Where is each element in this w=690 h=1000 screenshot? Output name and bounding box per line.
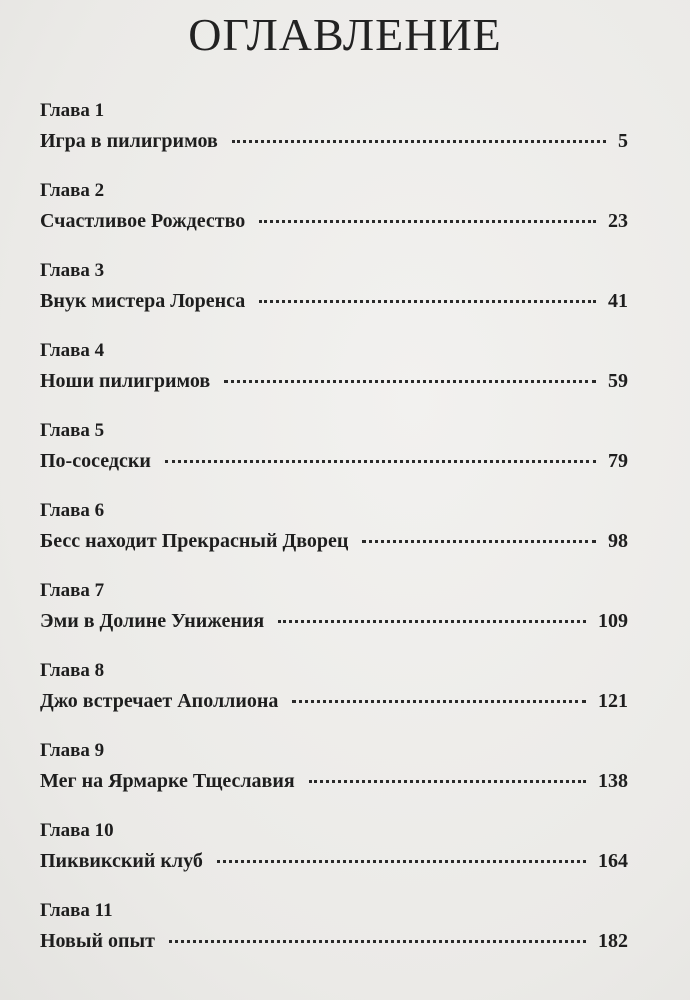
toc-entry-8 <box>40 660 628 740</box>
chapter-line <box>40 530 628 560</box>
page-number: 79 <box>608 450 628 472</box>
chapter-title: Ноши пилигримов <box>40 370 211 392</box>
chapter-line <box>40 130 628 160</box>
table-of-contents <box>40 100 628 980</box>
page-number: 98 <box>608 530 628 552</box>
toc-entry-7 <box>40 580 628 660</box>
chapter-label: Глава 3 <box>40 260 105 281</box>
page-number: 109 <box>598 610 628 632</box>
chapter-label: Глава 5 <box>40 420 105 441</box>
chapter-title: Мег на Ярмарке Тщеславия <box>40 770 295 792</box>
chapter-line <box>40 690 628 720</box>
chapter-label: Глава 9 <box>40 740 105 761</box>
chapter-line <box>40 610 628 640</box>
dot-leader <box>259 300 596 303</box>
dot-leader <box>224 380 596 383</box>
chapter-line <box>40 770 628 800</box>
page-number: 5 <box>618 130 628 152</box>
page-number: 41 <box>608 290 628 312</box>
toc-entry-6 <box>40 500 628 580</box>
chapter-title: Пиквикский клуб <box>40 850 203 872</box>
dot-leader <box>165 460 596 463</box>
chapter-title: Счастливое Рождество <box>40 210 246 232</box>
chapter-line <box>40 290 628 320</box>
chapter-label: Глава 6 <box>40 500 105 521</box>
page-number: 59 <box>608 370 628 392</box>
chapter-label: Глава 8 <box>40 660 105 681</box>
chapter-label: Глава 11 <box>40 900 113 921</box>
chapter-line <box>40 450 628 480</box>
page-number: 121 <box>598 690 628 712</box>
toc-entry-10 <box>40 820 628 900</box>
toc-entry-1 <box>40 100 628 180</box>
chapter-title: Джо встречает Аполлиона <box>40 690 279 712</box>
dot-leader <box>169 940 586 943</box>
toc-entry-2 <box>40 180 628 260</box>
toc-entry-9 <box>40 740 628 820</box>
chapter-label: Глава 2 <box>40 180 105 201</box>
page-number: 23 <box>608 210 628 232</box>
chapter-label: Глава 4 <box>40 340 105 361</box>
chapter-title: Эми в Долине Унижения <box>40 610 265 632</box>
chapter-line <box>40 370 628 400</box>
toc-entry-4 <box>40 340 628 420</box>
chapter-line <box>40 930 628 960</box>
page-number: 164 <box>598 850 628 872</box>
chapter-title: Бесс находит Прекрасный Дворец <box>40 530 349 552</box>
chapter-line <box>40 210 628 240</box>
toc-entry-5 <box>40 420 628 500</box>
chapter-title: По-соседски <box>40 450 151 472</box>
chapter-title: Новый опыт <box>40 930 155 952</box>
dot-leader <box>292 700 586 703</box>
toc-entry-3 <box>40 260 628 340</box>
toc-entry-11 <box>40 900 628 980</box>
dot-leader <box>217 860 586 863</box>
dot-leader <box>309 780 586 783</box>
dot-leader <box>362 540 596 543</box>
page-number: 182 <box>598 930 628 952</box>
chapter-label: Глава 10 <box>40 820 114 841</box>
dot-leader <box>259 220 596 223</box>
page-title: ОГЛАВЛЕНИЕ <box>188 9 502 60</box>
chapter-label: Глава 7 <box>40 580 105 601</box>
dot-leader <box>278 620 586 623</box>
dot-leader <box>232 140 606 143</box>
chapter-label: Глава 1 <box>40 100 105 121</box>
chapter-title: Внук мистера Лоренса <box>40 290 246 312</box>
page-number: 138 <box>598 770 628 792</box>
chapter-line <box>40 850 628 880</box>
chapter-title: Игра в пилигримов <box>40 130 218 152</box>
